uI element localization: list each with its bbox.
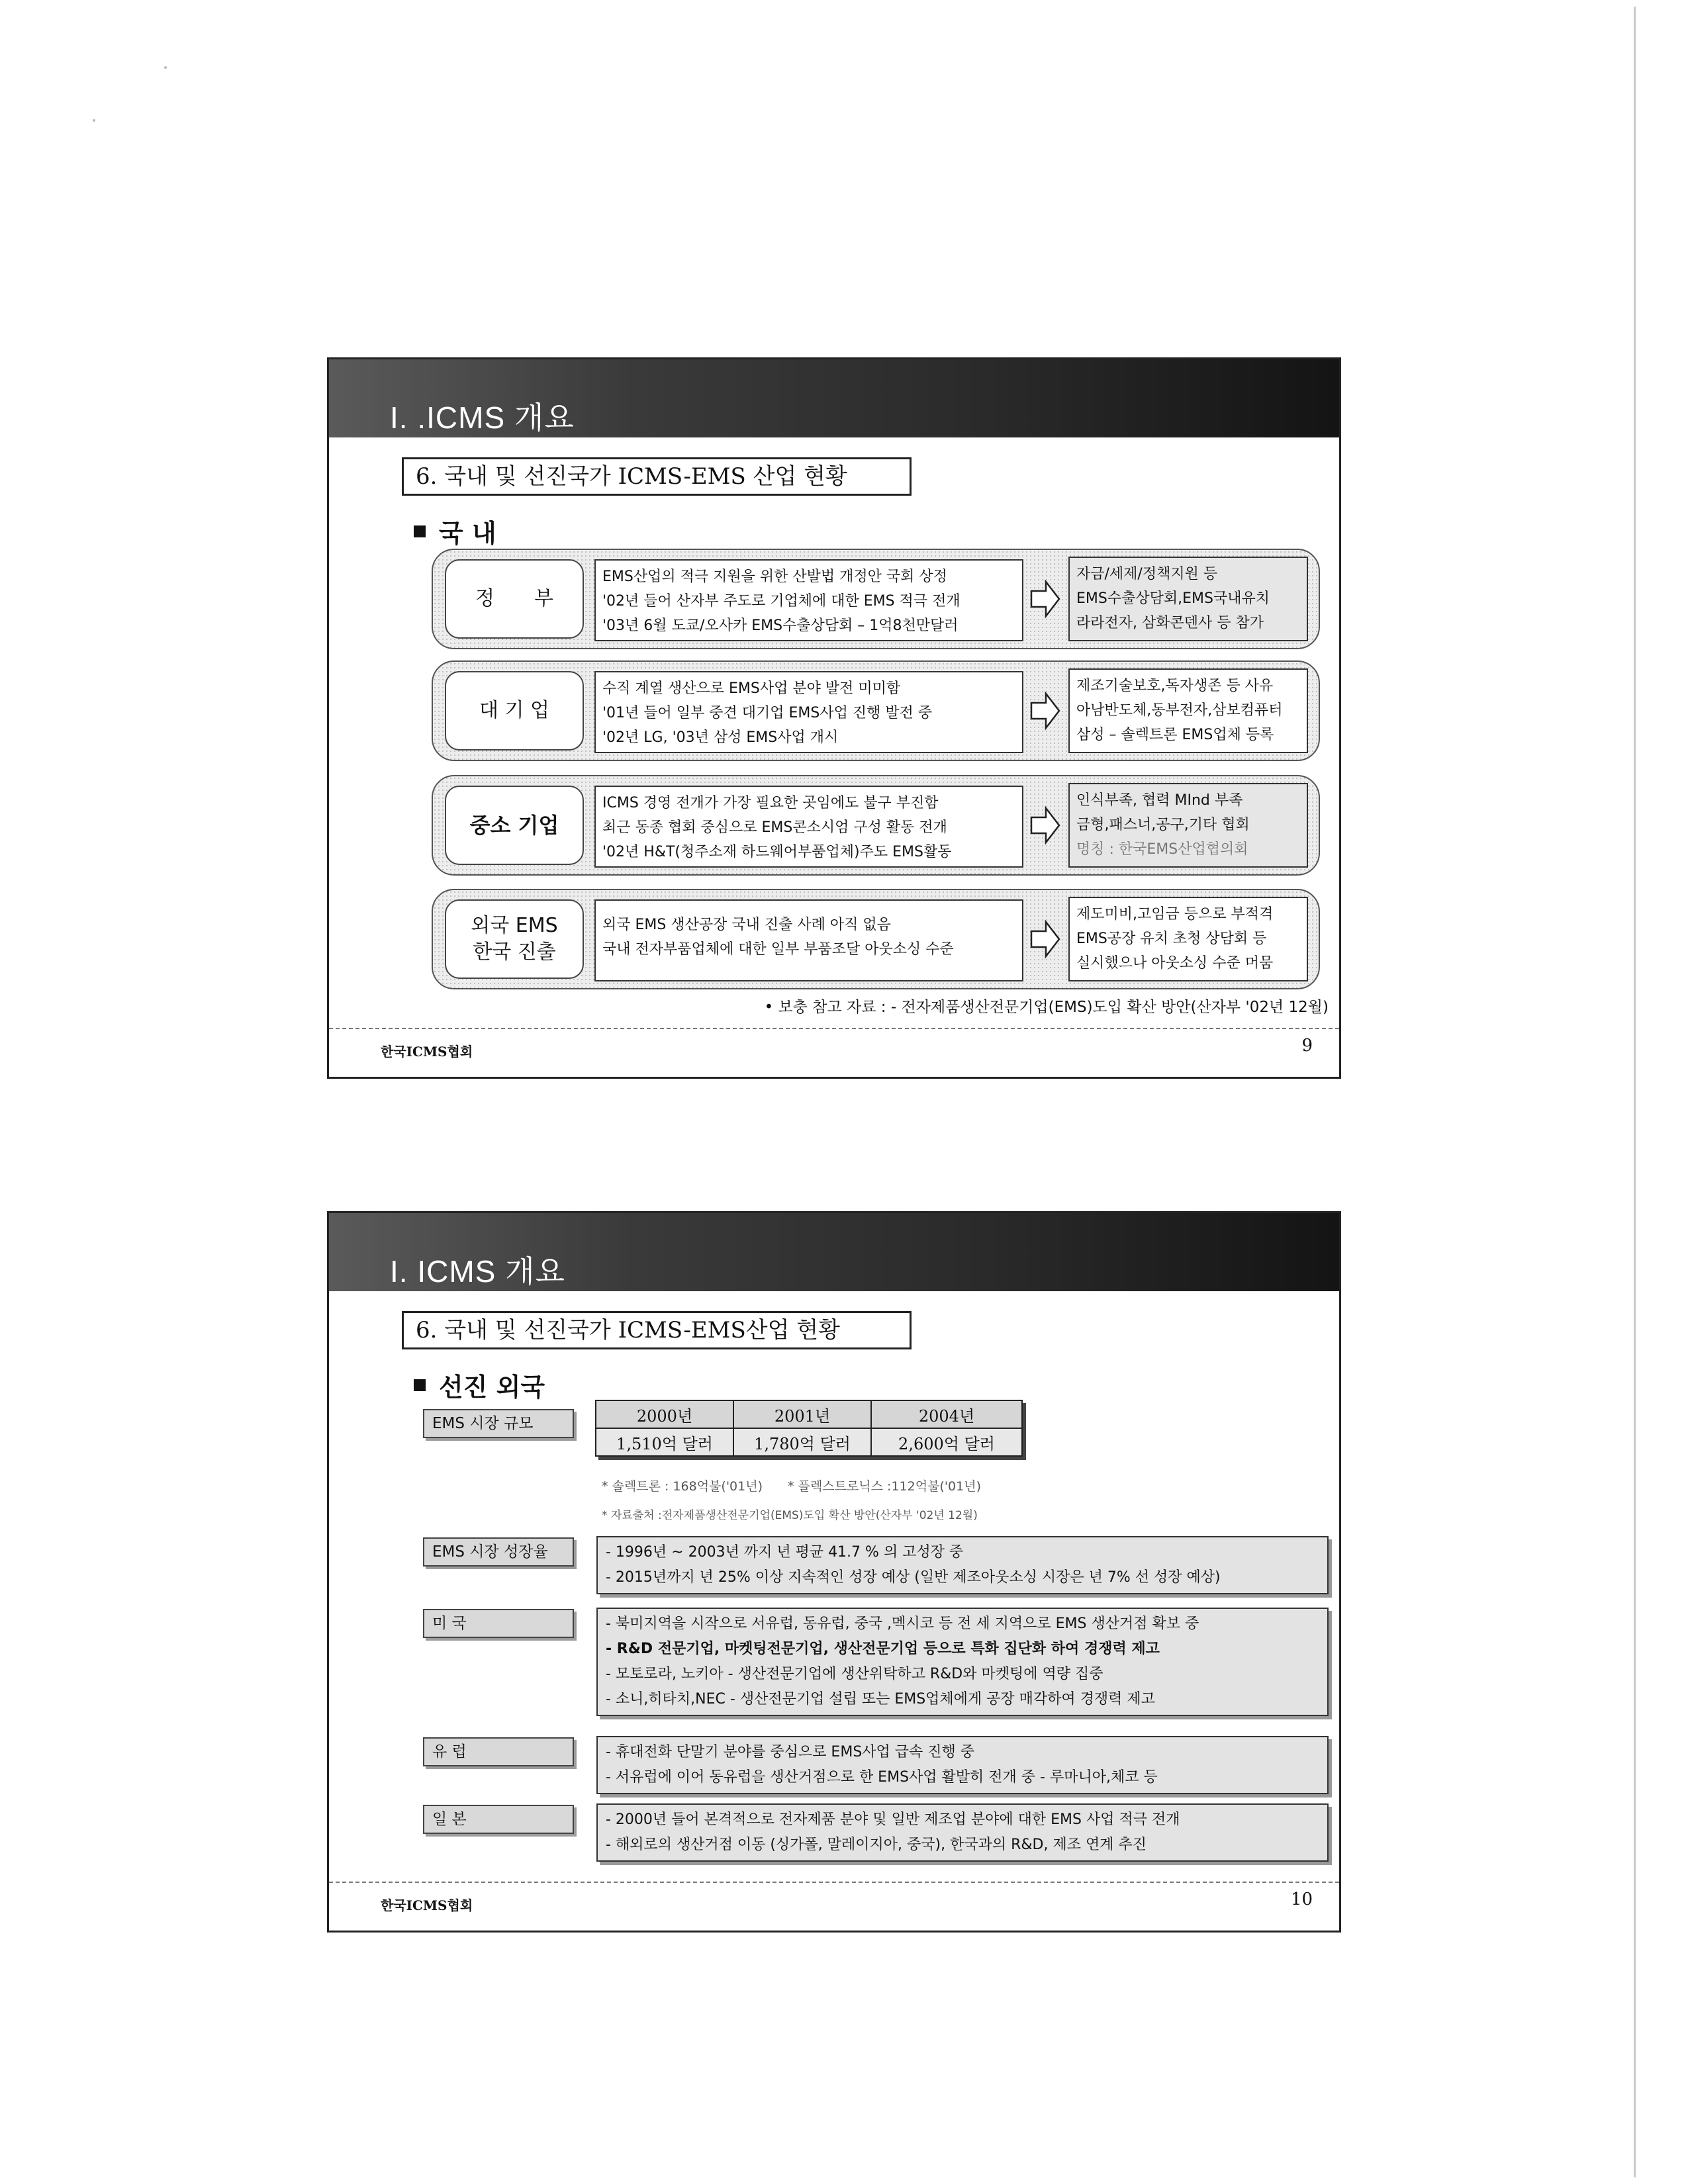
text-line: 삼성 – 솔렉트론 EMS업체 등록 [1076, 727, 1274, 743]
table-cell: 1,510억 달러 [596, 1428, 733, 1456]
text-line: '01년 들어 일부 중견 대기업 EMS사업 진행 발전 중 [602, 705, 933, 721]
scan-speck [93, 119, 95, 122]
reference-note: • 보충 참고 자료 : - 전자제품생산전문기업(EMS)도입 확산 방안(산자부 '02년 12월) [764, 999, 1329, 1016]
arrow-right-icon [1029, 805, 1062, 845]
market-size-table [595, 1400, 1023, 1457]
label-market-size: EMS 시장 규모 [423, 1409, 574, 1438]
row-foreign-ems [432, 889, 1320, 989]
table-header-cell: 2001년 [733, 1400, 871, 1428]
text-line: '02년 H&T(청주소재 하드웨어부품업체)주도 EMS활동 [602, 844, 952, 860]
table-cell: 1,780억 달러 [733, 1428, 871, 1456]
text-line: 실시했으나 아웃소싱 수준 머뭄 [1076, 955, 1274, 972]
table-header-cell: 2004년 [871, 1400, 1022, 1428]
table-row [596, 1428, 1022, 1456]
row-label: 대 기 업 [445, 671, 584, 751]
text-line: - 해외로의 생산거점 이동 (싱가폴, 말레이지아, 중국), 한국과의 R&D, 제조 연계 추진 [606, 1837, 1147, 1853]
text-line: - 소니,히타치,NEC - 생산전문기업 설립 또는 EMS업체에게 공장 매각하여 경쟁력 제고 [606, 1691, 1155, 1707]
text-line: EMS수출상담회,EMS국내유치 [1076, 590, 1270, 607]
table-header-row [596, 1400, 1022, 1428]
row-description [594, 559, 1023, 641]
text-line: 최근 동종 협회 중심으로 EMS콘소시엄 구성 활동 전개 [602, 819, 947, 836]
row-result [1068, 897, 1308, 981]
text-line: - 모토로라, 노키아 - 생산전문기업에 생산위탁하고 R&D와 마켓팅에 역량 집중 [606, 1666, 1103, 1682]
usa-box [596, 1608, 1329, 1716]
text-line: 국내 전자부품업체에 대한 일부 부품조달 아웃소싱 수준 [602, 941, 954, 958]
row-government [432, 549, 1320, 649]
row-sme [432, 775, 1320, 876]
section-heading [414, 1367, 545, 1403]
text-line: 명칭 : 한국EMS산업협의회 [1076, 841, 1248, 858]
text-line: - 1996년 ~ 2003년 까지 년 평균 41.7 % 의 고성장 중 [606, 1544, 964, 1561]
page-number: 9 [1301, 1036, 1313, 1056]
section-heading-text: 선진 외국 [439, 1373, 545, 1402]
footer-divider [329, 1882, 1339, 1883]
row-result [1068, 557, 1308, 641]
text-line: - 서유럽에 이어 동유럽을 생산거점으로 한 EMS사업 활발히 전개 중 - 루마니아,체코 등 [606, 1769, 1158, 1786]
label-europe: 유 럽 [423, 1737, 574, 1766]
square-bullet-icon [414, 525, 426, 537]
page-number: 10 [1290, 1889, 1313, 1909]
arrow-right-icon [1029, 691, 1062, 731]
footer-divider [329, 1028, 1339, 1029]
row-label: 외국 EMS 한국 진출 [445, 899, 584, 979]
label-growth-rate: EMS 시장 성장율 [423, 1537, 574, 1567]
text-line: 제도미비,고임금 등으로 부적격 [1076, 906, 1274, 923]
scan-speck [164, 66, 167, 69]
text-line: - 휴대전화 단말기 분야를 중심으로 EMS사업 급속 진행 중 [606, 1744, 975, 1760]
text-line: 외국 EMS 생산공장 국내 진출 사례 아직 없음 [602, 917, 891, 933]
text-line: '02년 들어 산자부 주도로 기업체에 대한 EMS 적극 전개 [602, 593, 961, 610]
arrow-right-icon [1029, 579, 1062, 619]
table-cell: 2,600억 달러 [871, 1428, 1022, 1456]
slide-subtitle: 6. 국내 및 선진국가 ICMS-EMS산업 현황 [402, 1311, 912, 1349]
text-line: '02년 LG, '03년 삼성 EMS사업 개시 [602, 729, 839, 746]
slide-header-bar [329, 359, 1339, 437]
text-line: - 북미지역을 시작으로 서유럽, 동유럽, 중국 ,멕시코 등 전 세 지역으로 EMS 생산거점 확보 중 [606, 1615, 1199, 1632]
label-usa: 미 국 [423, 1609, 574, 1638]
table-header-cell: 2000년 [596, 1400, 733, 1428]
text-line: - R&D 전문기업, 마켓팅전문기업, 생산전문기업 등으로 특화 집단화 하여 경쟁력 제고 [606, 1641, 1160, 1657]
text-line: - 2015년까지 년 25% 이상 지속적인 성장 예상 (일반 제조아웃소싱 시장은 년 7% 선 성장 예상) [606, 1569, 1221, 1586]
text-line: 제조기술보호,독자생존 등 사유 [1076, 678, 1274, 694]
market-note: * 솔렉트론 : 168억불('01년) * 플렉스트로닉스 :112억불('01년) [602, 1479, 981, 1494]
slide-subtitle: 6. 국내 및 선진국가 ICMS-EMS 산업 현황 [402, 457, 912, 496]
text-line: EMS산업의 적극 지원을 위한 산발법 개정안 국회 상정 [602, 569, 947, 585]
label-japan: 일 본 [423, 1805, 574, 1834]
text-line: 수직 계열 생산으로 EMS사업 분야 발전 미미함 [602, 680, 901, 697]
slide-header-bar [329, 1213, 1339, 1291]
row-label: 정 부 [445, 559, 584, 639]
slide-9 [327, 357, 1341, 1079]
row-result [1068, 783, 1308, 868]
row-large-enterprise [432, 660, 1320, 761]
section-heading [414, 513, 496, 549]
europe-box [596, 1736, 1329, 1794]
text-line: 자금/세제/정책지원 등 [1076, 566, 1218, 582]
row-result [1068, 668, 1308, 753]
footer-organization: 한국ICMS협회 [381, 1044, 473, 1060]
source-note: * 자료출처 :전자제품생산전문기업(EMS)도입 확산 방안(산자부 '02년 12월) [602, 1509, 978, 1522]
arrow-right-icon [1029, 919, 1062, 959]
text-line: 인식부족, 협력 MInd 부족 [1076, 792, 1243, 809]
row-description [594, 671, 1023, 753]
slide-10 [327, 1211, 1341, 1933]
text-line: - 2000년 들어 본격적으로 전자제품 분야 및 일반 제조업 분야에 대한 EMS 사업 적극 전개 [606, 1811, 1180, 1828]
square-bullet-icon [414, 1379, 426, 1391]
text-line: '03년 6월 도쿄/오사카 EMS수출상담회 – 1억8천만달러 [602, 617, 959, 634]
growth-rate-box [596, 1536, 1329, 1594]
text-line: EMS공장 유치 초청 상담회 등 [1076, 931, 1267, 947]
slide-title: I. ICMS 개요 [390, 1254, 565, 1289]
scan-edge-line [1634, 7, 1636, 2177]
text-line: ICMS 경영 전개가 가장 필요한 곳임에도 불구 부진함 [602, 795, 939, 811]
row-description [594, 899, 1023, 981]
footer-organization: 한국ICMS협회 [381, 1897, 473, 1913]
row-description [594, 786, 1023, 868]
text-line: 라라전자, 삼화콘덴사 등 참가 [1076, 615, 1264, 631]
section-heading-text: 국 내 [439, 519, 496, 548]
text-line: 금형,패스너,공구,기타 협회 [1076, 817, 1250, 833]
japan-box [596, 1803, 1329, 1862]
row-label: 중소 기업 [445, 786, 584, 865]
text-line: 아남반도체,동부전자,삼보컴퓨터 [1076, 702, 1283, 719]
slide-title: I. .ICMS 개요 [390, 400, 575, 435]
